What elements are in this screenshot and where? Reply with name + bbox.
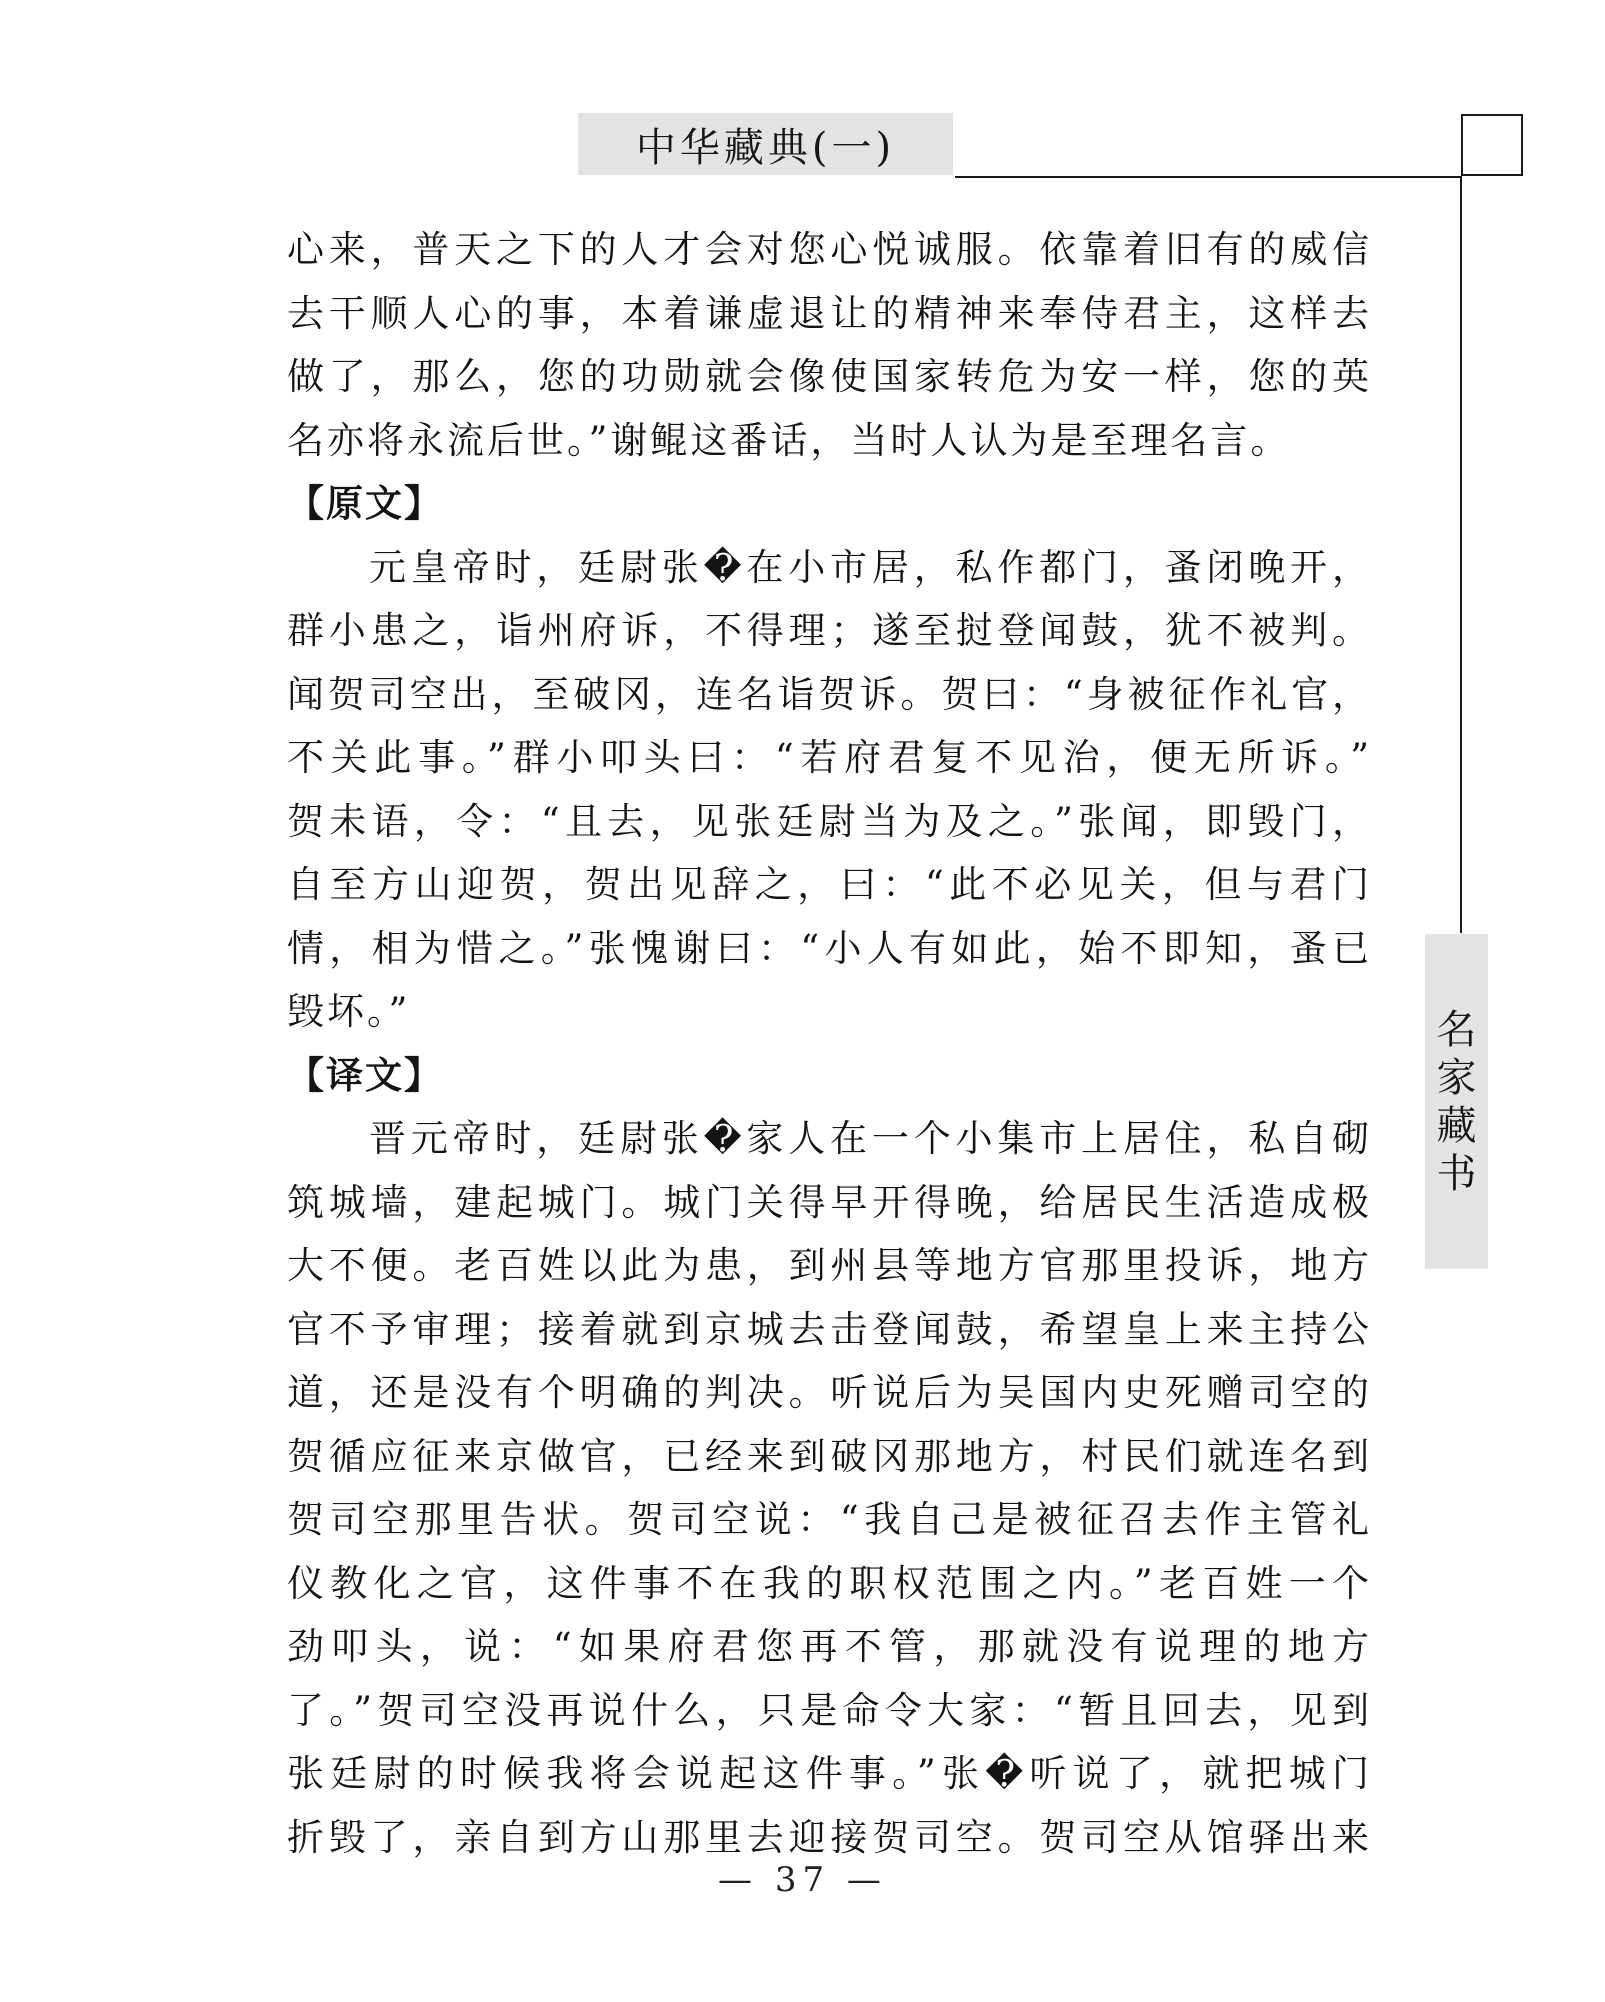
side-tab-char: 名 bbox=[1436, 1006, 1477, 1053]
text-line: 名亦将永流后世。”谢鲲这番话，当时人认为是至理名言。 bbox=[287, 418, 1291, 462]
text-line: 闻贺司空出，至破冈，连名诣贺诉。贺曰：“身被征作礼官， bbox=[287, 672, 1372, 716]
text-line: 晋元帝时，廷尉张�家人在一个小集市上居住，私自砌 bbox=[369, 1117, 1372, 1160]
side-tab-char: 藏 bbox=[1436, 1102, 1477, 1149]
text-line: 贺司空那里告状。贺司空说：“我自己是被征召去作主管礼 bbox=[287, 1498, 1372, 1541]
text-line: 仪教化之官，这件事不在我的职权范围之内。”老百姓一个 bbox=[287, 1561, 1372, 1605]
text-line: 心来，普天之下的人才会对您心悦诚服。依靠着旧有的威信 bbox=[287, 228, 1372, 271]
section-heading-original: 【原文】 bbox=[287, 482, 443, 525]
side-tab-char: 书 bbox=[1436, 1150, 1477, 1197]
text-line: 贺循应征来京做官，已经来到破冈那地方，村民们就连名到 bbox=[287, 1434, 1372, 1478]
page-body bbox=[287, 218, 1372, 1869]
corner-box-ornament bbox=[1461, 114, 1523, 176]
text-line: 做了，那么，您的功勋就会像使国家转危为安一样，您的英 bbox=[287, 355, 1372, 398]
text-line: 官不予审理；接着就到京城去击登闻鼓，希望皇上来主持公 bbox=[287, 1307, 1372, 1351]
text-line: 情，相为惜之。”张愧谢曰：“小人有如此，始不即知，蚤已 bbox=[287, 926, 1372, 970]
text-line: 大不便。老百姓以此为患，到州县等地方官那里投诉，地方 bbox=[287, 1244, 1372, 1287]
text-line: 了。”贺司空没再说什么，只是命令大家：“暂且回去，见到 bbox=[287, 1688, 1372, 1732]
text-line: 自至方山迎贺，贺出见辞之，曰：“此不必见关，但与君门 bbox=[287, 863, 1372, 906]
text-line: 群小患之，诣州府诉，不得理；遂至挝登闻鼓，犹不被判。 bbox=[287, 609, 1372, 652]
text-line: 不关此事。”群小叩头曰：“若府君复不见治，便无所诉。” bbox=[287, 736, 1372, 779]
text-line: 贺未语，令：“且去，见张廷尉当为及之。”张闻，即毁门， bbox=[287, 799, 1372, 843]
running-header-title: 中华藏典(一) bbox=[578, 113, 953, 175]
section-heading-translation: 【译文】 bbox=[287, 1053, 443, 1097]
page-number: — 37 — bbox=[718, 1860, 887, 1900]
text-line: 折毁了，亲自到方山那里去迎接贺司空。贺司空从馆驿出来 bbox=[287, 1815, 1372, 1859]
text-line: 道，还是没有个明确的判决。听说后为吴国内史死赠司空的 bbox=[287, 1371, 1372, 1414]
text-line: 筑城墙，建起城门。城门关得早开得晚，给居民生活造成极 bbox=[287, 1180, 1372, 1224]
side-tab-section-label bbox=[1425, 934, 1488, 1269]
side-tab-char: 家 bbox=[1436, 1054, 1477, 1101]
text-line: 张廷尉的时候我将会说起这件事。”张�听说了，就把城门 bbox=[287, 1752, 1372, 1795]
text-line: 元皇帝时，廷尉张�在小市居，私作都门，蚤闭晚开， bbox=[369, 545, 1372, 589]
side-rule bbox=[1460, 176, 1462, 933]
text-line: 去干顺人心的事，本着谦虚退让的精神来奉侍君主，这样去 bbox=[287, 291, 1372, 335]
text-line: 毁坏。” bbox=[287, 990, 411, 1033]
text-line: 劲叩头，说：“如果府君您再不管，那就没有说理的地方 bbox=[287, 1625, 1372, 1668]
header-rule bbox=[955, 176, 1460, 178]
